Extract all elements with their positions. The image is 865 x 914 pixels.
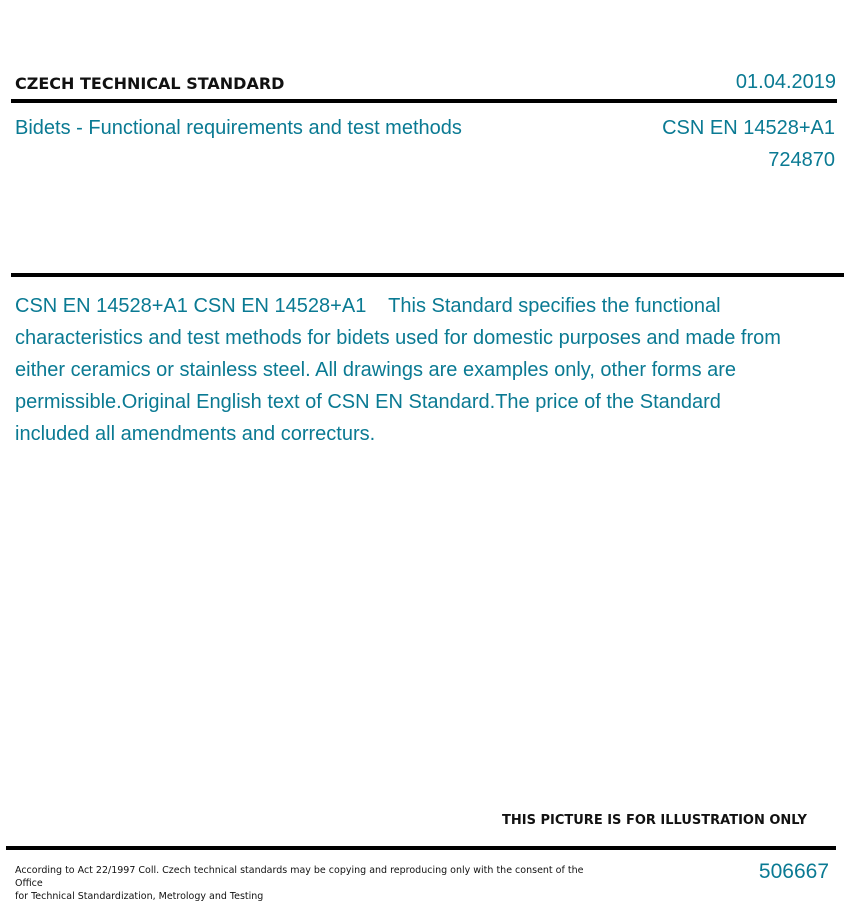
standard-code: CSN EN 14528+A1	[662, 117, 835, 139]
standard-description: CSN EN 14528+A1 CSN EN 14528+A1 This Standard specifies the functional characteristics and test methods for bidets used for domestic purposes and made from either ceramics or stainless steel. All drawings are examples only, other forms are permissible.Original English text of CSN EN Standard.The price of the Standard included all amendments and correcturs.	[15, 295, 787, 445]
document-type-label: CZECH TECHNICAL STANDARD	[15, 74, 285, 93]
footer-divider	[6, 846, 836, 850]
illustration-note: THIS PICTURE IS FOR ILLUSTRATION ONLY	[502, 813, 807, 828]
standard-title: Bidets - Functional requirements and test methods	[15, 117, 462, 139]
legal-notice-line-2: for Technical Standardization, Metrology and Testing	[15, 891, 264, 902]
legal-notice-line-1: According to Act 22/1997 Coll. Czech technical standards may be copying and reproducing only with the consent of the Office	[15, 865, 584, 889]
catalog-number: 506667	[758, 860, 829, 883]
publication-date: 01.04.2019	[735, 71, 836, 93]
header-divider	[11, 99, 837, 103]
section-divider	[11, 273, 844, 277]
legal-notice	[15, 864, 585, 903]
classification-number: 724870	[768, 149, 835, 171]
